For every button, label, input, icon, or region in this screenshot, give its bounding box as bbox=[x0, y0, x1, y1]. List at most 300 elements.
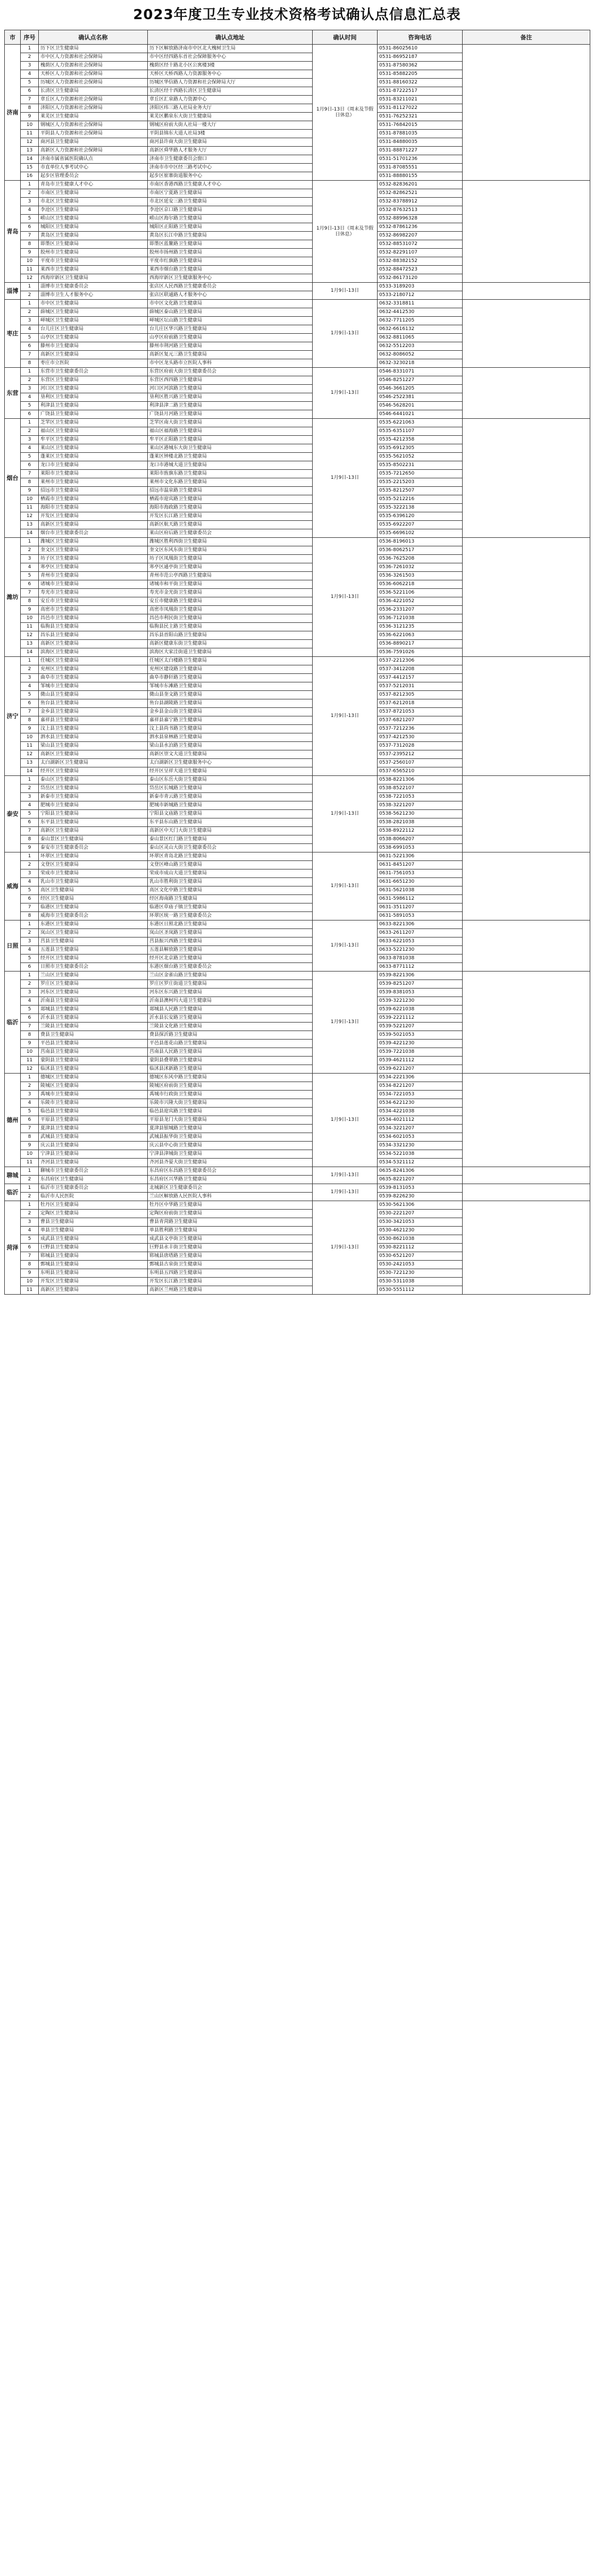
row-index: 13 bbox=[21, 147, 39, 155]
point-address: 张店区联通路人才服务中心 bbox=[148, 291, 313, 300]
point-address: 东明县五四路卫生健康局 bbox=[148, 1269, 313, 1278]
confirm-time: 1月9日-13日 bbox=[313, 1074, 378, 1167]
point-address: 利津县津二路卫生健康局 bbox=[148, 402, 313, 410]
table-row bbox=[5, 972, 590, 980]
point-address: 高新区复元三路卫生健康局 bbox=[148, 351, 313, 359]
point-address: 市南区宁夏路卫生健康局 bbox=[148, 189, 313, 198]
table-row bbox=[5, 45, 590, 53]
row-index: 1 bbox=[21, 419, 39, 427]
point-name: 临沂市人民医院 bbox=[39, 1193, 148, 1201]
point-address: 经开区呈祥大道卫生健康局 bbox=[148, 767, 313, 776]
contact-phone: 0537-5212031 bbox=[378, 682, 463, 691]
point-address: 临港区草庙子镇卫生健康局 bbox=[148, 903, 313, 912]
row-index: 9 bbox=[21, 606, 39, 614]
contact-phone: 0530-2421053 bbox=[378, 1261, 463, 1269]
confirm-time: 1月9日-13日（周末及节假日休息） bbox=[313, 181, 378, 283]
point-address: 五莲县解放路卫生健康局 bbox=[148, 946, 313, 955]
point-name: 兰陵县卫生健康局 bbox=[39, 1023, 148, 1031]
table-row bbox=[5, 300, 590, 308]
table-row bbox=[5, 283, 590, 291]
point-name: 龙口市卫生健康局 bbox=[39, 461, 148, 470]
row-index: 8 bbox=[21, 1031, 39, 1040]
contact-phone: 0536-6062218 bbox=[378, 580, 463, 589]
city-cell: 德州 bbox=[5, 1074, 21, 1167]
contact-phone: 0535-8212507 bbox=[378, 487, 463, 495]
point-name: 山亭区卫生健康局 bbox=[39, 334, 148, 342]
row-index: 5 bbox=[21, 810, 39, 818]
row-index: 6 bbox=[21, 1116, 39, 1125]
point-address: 高新区航天路卫生健康局 bbox=[148, 521, 313, 529]
point-name: 微山县卫生健康局 bbox=[39, 691, 148, 699]
row-index: 5 bbox=[21, 1006, 39, 1014]
point-address: 高新区舜华路人才服务大厅 bbox=[148, 147, 313, 155]
point-address: 福山区福海路卫生健康局 bbox=[148, 427, 313, 436]
contact-phone: 0632-8811065 bbox=[378, 334, 463, 342]
header-address: 确认点地址 bbox=[148, 30, 313, 45]
contact-phone: 0631-8451207 bbox=[378, 861, 463, 869]
row-index: 2 bbox=[21, 1176, 39, 1184]
point-name: 昌乐县卫生健康局 bbox=[39, 631, 148, 640]
contact-phone: 0536-3121235 bbox=[378, 623, 463, 631]
contact-phone: 0536-4221052 bbox=[378, 597, 463, 606]
row-index: 5 bbox=[21, 886, 39, 895]
contact-phone: 0535-5621052 bbox=[378, 453, 463, 461]
point-name: 奎文区卫生健康局 bbox=[39, 546, 148, 555]
point-name: 高新区卫生健康局 bbox=[39, 521, 148, 529]
point-name: 开发区卫生健康局 bbox=[39, 1278, 148, 1286]
point-name: 嘉祥县卫生健康局 bbox=[39, 716, 148, 725]
row-index: 4 bbox=[21, 325, 39, 334]
point-address: 梁山县水泊路卫生健康局 bbox=[148, 742, 313, 750]
row-index: 5 bbox=[21, 453, 39, 461]
point-address: 寿光市金光街卫生健康局 bbox=[148, 589, 313, 597]
point-name: 东营市卫生健康委员会 bbox=[39, 368, 148, 376]
row-index: 8 bbox=[21, 716, 39, 725]
contact-phone: 0531-81127022 bbox=[378, 104, 463, 113]
point-name: 成武县卫生健康局 bbox=[39, 1235, 148, 1244]
row-index: 4 bbox=[21, 801, 39, 810]
header-city: 市 bbox=[5, 30, 21, 45]
contact-phone: 0538-8066207 bbox=[378, 835, 463, 844]
point-name: 高新区卫生健康局 bbox=[39, 750, 148, 759]
point-address: 兰陵县文化路卫生健康局 bbox=[148, 1023, 313, 1031]
confirm-time: 1月9日-13日 bbox=[313, 776, 378, 852]
row-index: 2 bbox=[21, 291, 39, 300]
contact-phone: 0530-5621306 bbox=[378, 1201, 463, 1210]
row-index: 2 bbox=[21, 189, 39, 198]
row-index: 8 bbox=[21, 359, 39, 368]
point-address: 莒县振兴西路卫生健康局 bbox=[148, 938, 313, 946]
point-name: 东平县卫生健康局 bbox=[39, 818, 148, 827]
row-index: 5 bbox=[21, 1235, 39, 1244]
row-index: 10 bbox=[21, 614, 39, 623]
point-address: 诸城市和平街卫生健康局 bbox=[148, 580, 313, 589]
row-index: 10 bbox=[21, 495, 39, 504]
row-index: 1 bbox=[21, 283, 39, 291]
row-index: 1 bbox=[21, 776, 39, 784]
contact-phone: 0539-8221306 bbox=[378, 972, 463, 980]
point-name: 临邑县卫生健康局 bbox=[39, 1108, 148, 1116]
row-index: 2 bbox=[21, 929, 39, 938]
table-row bbox=[5, 776, 590, 784]
row-index: 9 bbox=[21, 487, 39, 495]
point-address: 开发区长江路卫生健康局 bbox=[148, 1278, 313, 1286]
point-name: 河东区卫生健康局 bbox=[39, 989, 148, 997]
point-address: 定陶区府前街卫生健康局 bbox=[148, 1210, 313, 1218]
point-name: 临沂市卫生健康委员会 bbox=[39, 1184, 148, 1193]
point-name: 市直单位人事考试中心 bbox=[39, 164, 148, 172]
point-address: 牟平区正阳路卫生健康局 bbox=[148, 436, 313, 444]
point-name: 金乡县卫生健康局 bbox=[39, 708, 148, 716]
document-title: 2023年度卫生专业技术资格考试确认点信息汇总表 bbox=[133, 7, 461, 23]
point-name: 新泰市卫生健康局 bbox=[39, 793, 148, 801]
contact-phone: 0632-3230218 bbox=[378, 359, 463, 368]
contact-phone: 0537-3412208 bbox=[378, 665, 463, 674]
point-address: 即墨区蓝鳌路卫生健康局 bbox=[148, 240, 313, 249]
contact-phone: 0535-4212358 bbox=[378, 436, 463, 444]
row-index: 4 bbox=[21, 1227, 39, 1235]
contact-phone: 0539-8131053 bbox=[378, 1184, 463, 1193]
row-index: 6 bbox=[21, 410, 39, 419]
contact-phone: 0537-6821207 bbox=[378, 716, 463, 725]
point-name: 定陶区卫生健康局 bbox=[39, 1210, 148, 1218]
point-address: 沂南县澳柯玛大道卫生健康局 bbox=[148, 997, 313, 1006]
row-index: 13 bbox=[21, 521, 39, 529]
row-index: 6 bbox=[21, 1014, 39, 1023]
contact-phone: 0532-88531072 bbox=[378, 240, 463, 249]
point-address: 汶上县尚书路卫生健康局 bbox=[148, 725, 313, 733]
point-address: 商河县许商大街卫生健康局 bbox=[148, 138, 313, 147]
point-name: 起步区管理委员会 bbox=[39, 172, 148, 181]
point-address: 奎文区东风东街卫生健康局 bbox=[148, 546, 313, 555]
city-cell: 枣庄 bbox=[5, 300, 21, 368]
point-address: 蒙阴县叠翠路卫生健康局 bbox=[148, 1057, 313, 1065]
point-address: 鱼台县湖陵路卫生健康局 bbox=[148, 699, 313, 708]
contact-phone: 0531-88880155 bbox=[378, 172, 463, 181]
contact-phone: 0539-6221038 bbox=[378, 1006, 463, 1014]
contact-phone: 0535-6351107 bbox=[378, 427, 463, 436]
point-name: 齐河县卫生健康局 bbox=[39, 1159, 148, 1167]
row-index: 10 bbox=[21, 1150, 39, 1159]
row-index: 8 bbox=[21, 835, 39, 844]
row-index: 5 bbox=[21, 955, 39, 963]
point-address: 安丘市健康路卫生健康局 bbox=[148, 597, 313, 606]
point-name: 宁阳县卫生健康局 bbox=[39, 810, 148, 818]
city-cell: 临沂 bbox=[5, 972, 21, 1074]
row-index: 6 bbox=[21, 895, 39, 903]
note-cell bbox=[463, 538, 590, 657]
point-address: 泰山区灵山大街卫生健康委员会 bbox=[148, 844, 313, 852]
contact-phone: 0538-8922112 bbox=[378, 827, 463, 835]
row-index: 13 bbox=[21, 640, 39, 648]
row-index: 14 bbox=[21, 155, 39, 164]
point-address: 青州市范公亭西路卫生健康局 bbox=[148, 572, 313, 580]
point-name: 任城区卫生健康局 bbox=[39, 657, 148, 665]
point-address: 寒亭区通亭街卫生健康局 bbox=[148, 563, 313, 572]
point-name: 乳山市卫生健康局 bbox=[39, 878, 148, 886]
note-cell bbox=[463, 1201, 590, 1295]
point-name: 兰山区卫生健康局 bbox=[39, 972, 148, 980]
contact-phone: 0532-83788912 bbox=[378, 198, 463, 206]
point-name: 鱼台县卫生健康局 bbox=[39, 699, 148, 708]
contact-phone: 0537-2560107 bbox=[378, 759, 463, 767]
contact-phone: 0534-5321112 bbox=[378, 1159, 463, 1167]
contact-phone: 0633-6221053 bbox=[378, 938, 463, 946]
contact-phone: 0537-6212018 bbox=[378, 699, 463, 708]
contact-phone: 0531-87222517 bbox=[378, 87, 463, 96]
contact-phone: 0536-2331207 bbox=[378, 606, 463, 614]
row-index: 2 bbox=[21, 861, 39, 869]
point-address: 单县胜利路卫生健康局 bbox=[148, 1227, 313, 1235]
table-row bbox=[5, 538, 590, 546]
row-index: 4 bbox=[21, 997, 39, 1006]
point-address: 曹县青菏路卫生健康局 bbox=[148, 1218, 313, 1227]
note-cell bbox=[463, 300, 590, 368]
point-name: 高新区人力资源和社会保障局 bbox=[39, 147, 148, 155]
point-address: 曲阜市静轩路卫生健康局 bbox=[148, 674, 313, 682]
row-index: 10 bbox=[21, 1048, 39, 1057]
point-address: 乳山市胜利街卫生健康局 bbox=[148, 878, 313, 886]
point-address: 市南区香港西路卫生健康人才中心 bbox=[148, 181, 313, 189]
point-name: 高新区卫生健康局 bbox=[39, 827, 148, 835]
contact-phone: 0531-88871227 bbox=[378, 147, 463, 155]
contact-phone: 0546-2522381 bbox=[378, 393, 463, 402]
point-name: 沂水县卫生健康局 bbox=[39, 1014, 148, 1023]
city-cell: 泰安 bbox=[5, 776, 21, 852]
point-name: 利津县卫生健康局 bbox=[39, 402, 148, 410]
point-name: 商河县卫生健康局 bbox=[39, 138, 148, 147]
row-index: 7 bbox=[21, 1125, 39, 1133]
point-address: 天桥区天桥西路人力资源服务中心 bbox=[148, 70, 313, 79]
contact-phone: 0530-4621230 bbox=[378, 1227, 463, 1235]
row-index: 3 bbox=[21, 198, 39, 206]
contact-phone: 0635-8221207 bbox=[378, 1176, 463, 1184]
point-name: 莱芜区卫生健康局 bbox=[39, 113, 148, 121]
row-index: 3 bbox=[21, 1091, 39, 1099]
point-name: 单县卫生健康局 bbox=[39, 1227, 148, 1235]
point-name: 莒县卫生健康局 bbox=[39, 938, 148, 946]
row-index: 9 bbox=[21, 1142, 39, 1150]
contact-phone: 0546-8331071 bbox=[378, 368, 463, 376]
note-cell bbox=[463, 1074, 590, 1167]
point-address: 嘉祥县嘉宁路卫生健康局 bbox=[148, 716, 313, 725]
row-index: 1 bbox=[21, 1201, 39, 1210]
contact-phone: 0536-3261503 bbox=[378, 572, 463, 580]
point-name: 肥城市卫生健康局 bbox=[39, 801, 148, 810]
point-address: 费县探沂路卫生健康局 bbox=[148, 1031, 313, 1040]
row-index: 11 bbox=[21, 504, 39, 512]
point-name: 平邑县卫生健康局 bbox=[39, 1040, 148, 1048]
confirm-time: 1月9日-13日 bbox=[313, 300, 378, 368]
point-name: 坊子区卫生健康局 bbox=[39, 555, 148, 563]
point-name: 平原县卫生健康局 bbox=[39, 1116, 148, 1125]
row-index: 7 bbox=[21, 903, 39, 912]
contact-phone: 0632-6616132 bbox=[378, 325, 463, 334]
row-index: 11 bbox=[21, 1159, 39, 1167]
point-address: 乐陵市兴隆大街卫生健康局 bbox=[148, 1099, 313, 1108]
point-address: 莱山区府后路卫生健康委员会 bbox=[148, 529, 313, 538]
point-address: 德城区东风中路卫生健康局 bbox=[148, 1074, 313, 1082]
row-index: 11 bbox=[21, 130, 39, 138]
point-name: 梁山县卫生健康局 bbox=[39, 742, 148, 750]
row-index: 2 bbox=[21, 546, 39, 555]
row-index: 2 bbox=[21, 308, 39, 317]
row-index: 11 bbox=[21, 1057, 39, 1065]
point-name: 市中区人力资源和社会保障局 bbox=[39, 53, 148, 62]
point-name: 高新区卫生健康局 bbox=[39, 640, 148, 648]
contact-phone: 0536-7121038 bbox=[378, 614, 463, 623]
contact-phone: 0536-7261032 bbox=[378, 563, 463, 572]
row-index: 15 bbox=[21, 164, 39, 172]
point-name: 槐荫区人力资源和社会保障局 bbox=[39, 62, 148, 70]
point-name: 平阴县人力资源和社会保障局 bbox=[39, 130, 148, 138]
point-name: 泰安市卫生健康委员会 bbox=[39, 844, 148, 852]
contact-phone: 0530-5551112 bbox=[378, 1286, 463, 1295]
contact-phone: 0537-8721053 bbox=[378, 708, 463, 716]
contact-phone: 0535-6221063 bbox=[378, 419, 463, 427]
city-cell: 临沂 bbox=[5, 1184, 21, 1201]
point-address: 滨海区大家洼街道卫生健康局 bbox=[148, 648, 313, 657]
row-index: 11 bbox=[21, 1286, 39, 1295]
contact-phone: 0532-88996328 bbox=[378, 215, 463, 223]
point-address: 北城新区卫生健康委员会 bbox=[148, 1184, 313, 1193]
row-index: 9 bbox=[21, 113, 39, 121]
point-name: 莱阳市卫生健康局 bbox=[39, 470, 148, 478]
confirm-time: 1月9日-13日 bbox=[313, 1184, 378, 1201]
contact-phone: 0536-6221063 bbox=[378, 631, 463, 640]
contact-phone: 0633-8781038 bbox=[378, 955, 463, 963]
point-address: 临沭县沭新路卫生健康局 bbox=[148, 1065, 313, 1074]
contact-phone: 0535-6922207 bbox=[378, 521, 463, 529]
point-address: 胶州市扬州路卫生健康局 bbox=[148, 249, 313, 257]
point-address: 泰山区东岳大街卫生健康局 bbox=[148, 776, 313, 784]
point-address: 崂山区海尔路卫生健康局 bbox=[148, 215, 313, 223]
point-address: 郯城县人民路卫生健康局 bbox=[148, 1006, 313, 1014]
row-index: 1 bbox=[21, 920, 39, 929]
point-name: 日照市卫生健康委员会 bbox=[39, 963, 148, 972]
row-index: 3 bbox=[21, 793, 39, 801]
confirm-time: 1月9日-13日 bbox=[313, 283, 378, 300]
point-address: 市北区延安三路卫生健康局 bbox=[148, 198, 313, 206]
point-address: 东港区烟台路卫生健康委员会 bbox=[148, 963, 313, 972]
contact-phone: 0539-6221207 bbox=[378, 1065, 463, 1074]
point-name: 福山区卫生健康局 bbox=[39, 427, 148, 436]
point-address: 高新区中天门大街卫生健康局 bbox=[148, 827, 313, 835]
point-address: 槐荫区经十路北小区公寓楼3楼 bbox=[148, 62, 313, 70]
point-name: 西海岸新区卫生健康局 bbox=[39, 274, 148, 283]
point-name: 淄博市卫生健康委员会 bbox=[39, 283, 148, 291]
point-name: 曹县卫生健康局 bbox=[39, 1218, 148, 1227]
contact-phone: 0536-8062517 bbox=[378, 546, 463, 555]
point-address: 巨野县永丰街卫生健康局 bbox=[148, 1244, 313, 1252]
point-address: 薛城区泰山路卫生健康局 bbox=[148, 308, 313, 317]
row-index: 10 bbox=[21, 1278, 39, 1286]
point-name: 蒙阴县卫生健康局 bbox=[39, 1057, 148, 1065]
point-name: 招远市卫生健康局 bbox=[39, 487, 148, 495]
point-address: 高新区兰州路卫生健康局 bbox=[148, 1286, 313, 1295]
point-address: 招远市温泉路卫生健康局 bbox=[148, 487, 313, 495]
point-address: 高密市凤凰街卫生健康局 bbox=[148, 606, 313, 614]
point-address: 平原县龙门大街卫生健康局 bbox=[148, 1116, 313, 1125]
contact-phone: 0632-7711205 bbox=[378, 317, 463, 325]
point-name: 台儿庄区卫生健康局 bbox=[39, 325, 148, 334]
contact-phone: 0535-7212650 bbox=[378, 470, 463, 478]
note-cell bbox=[463, 920, 590, 972]
contact-phone: 0536-7625208 bbox=[378, 555, 463, 563]
point-address: 临邑县迎宾路卫生健康局 bbox=[148, 1108, 313, 1116]
point-name: 广饶县卫生健康局 bbox=[39, 410, 148, 419]
point-address: 罗庄区罗庄街道卫生健康局 bbox=[148, 980, 313, 989]
row-index: 8 bbox=[21, 597, 39, 606]
point-name: 武城县卫生健康局 bbox=[39, 1133, 148, 1142]
point-name: 夏津县卫生健康局 bbox=[39, 1125, 148, 1133]
row-index: 7 bbox=[21, 96, 39, 104]
point-name: 寿光市卫生健康局 bbox=[39, 589, 148, 597]
row-index: 6 bbox=[21, 818, 39, 827]
row-index: 3 bbox=[21, 385, 39, 393]
point-name: 荣成市卫生健康局 bbox=[39, 869, 148, 878]
contact-phone: 0538-2821038 bbox=[378, 818, 463, 827]
note-cell bbox=[463, 972, 590, 1074]
confirm-time: 1月9日-13日 bbox=[313, 419, 378, 538]
city-cell: 菏泽 bbox=[5, 1201, 21, 1295]
contact-phone: 0532-86982207 bbox=[378, 232, 463, 240]
point-address: 济阳区纬三路人社局业务大厅 bbox=[148, 104, 313, 113]
contact-phone: 0538-8522107 bbox=[378, 784, 463, 793]
point-address: 峄城区坛山路卫生健康局 bbox=[148, 317, 313, 325]
point-name: 平度市卫生健康局 bbox=[39, 257, 148, 266]
point-name: 陵城区卫生健康局 bbox=[39, 1082, 148, 1091]
point-address: 环翠区青岛北路卫生健康局 bbox=[148, 852, 313, 861]
point-name: 环翠区卫生健康局 bbox=[39, 852, 148, 861]
note-cell bbox=[463, 45, 590, 181]
point-address: 肥城市新城路卫生健康局 bbox=[148, 801, 313, 810]
row-index: 6 bbox=[21, 223, 39, 232]
row-index: 1 bbox=[21, 852, 39, 861]
contact-phone: 0539-2221112 bbox=[378, 1014, 463, 1023]
row-index: 12 bbox=[21, 138, 39, 147]
point-address: 宁阳县文庙路卫生健康局 bbox=[148, 810, 313, 818]
point-name: 滕州市卫生健康局 bbox=[39, 342, 148, 351]
point-name: 罗庄区卫生健康局 bbox=[39, 980, 148, 989]
row-index: 3 bbox=[21, 989, 39, 997]
point-address: 岱岳区长城路卫生健康局 bbox=[148, 784, 313, 793]
point-name: 历下区卫生健康局 bbox=[39, 45, 148, 53]
table-body bbox=[5, 45, 590, 1295]
point-address: 文登区峰山路卫生健康局 bbox=[148, 861, 313, 869]
contact-phone: 0536-7591026 bbox=[378, 648, 463, 657]
point-name: 淄博市卫生人才服务中心 bbox=[39, 291, 148, 300]
contact-phone: 0532-82291107 bbox=[378, 249, 463, 257]
row-index: 5 bbox=[21, 402, 39, 410]
row-index: 7 bbox=[21, 589, 39, 597]
point-address: 荣成市成山大道卫生健康局 bbox=[148, 869, 313, 878]
contact-phone: 0534-6021053 bbox=[378, 1133, 463, 1142]
contact-phone: 0530-5311038 bbox=[378, 1278, 463, 1286]
contact-phone: 0538-5621230 bbox=[378, 810, 463, 818]
row-index: 4 bbox=[21, 206, 39, 215]
point-address: 平阴县锦东大道人社局3楼 bbox=[148, 130, 313, 138]
point-name: 乐陵市卫生健康局 bbox=[39, 1099, 148, 1108]
row-index: 4 bbox=[21, 682, 39, 691]
point-address: 平度市红旗路卫生健康局 bbox=[148, 257, 313, 266]
note-cell bbox=[463, 419, 590, 538]
point-name: 烟台市卫生健康委员会 bbox=[39, 529, 148, 538]
point-address: 环翠区统一路卫生健康委员会 bbox=[148, 912, 313, 920]
row-index: 9 bbox=[21, 1040, 39, 1048]
point-address: 起步区崔寨街道服务中心 bbox=[148, 172, 313, 181]
point-address: 栖霞市迎宾路卫生健康局 bbox=[148, 495, 313, 504]
